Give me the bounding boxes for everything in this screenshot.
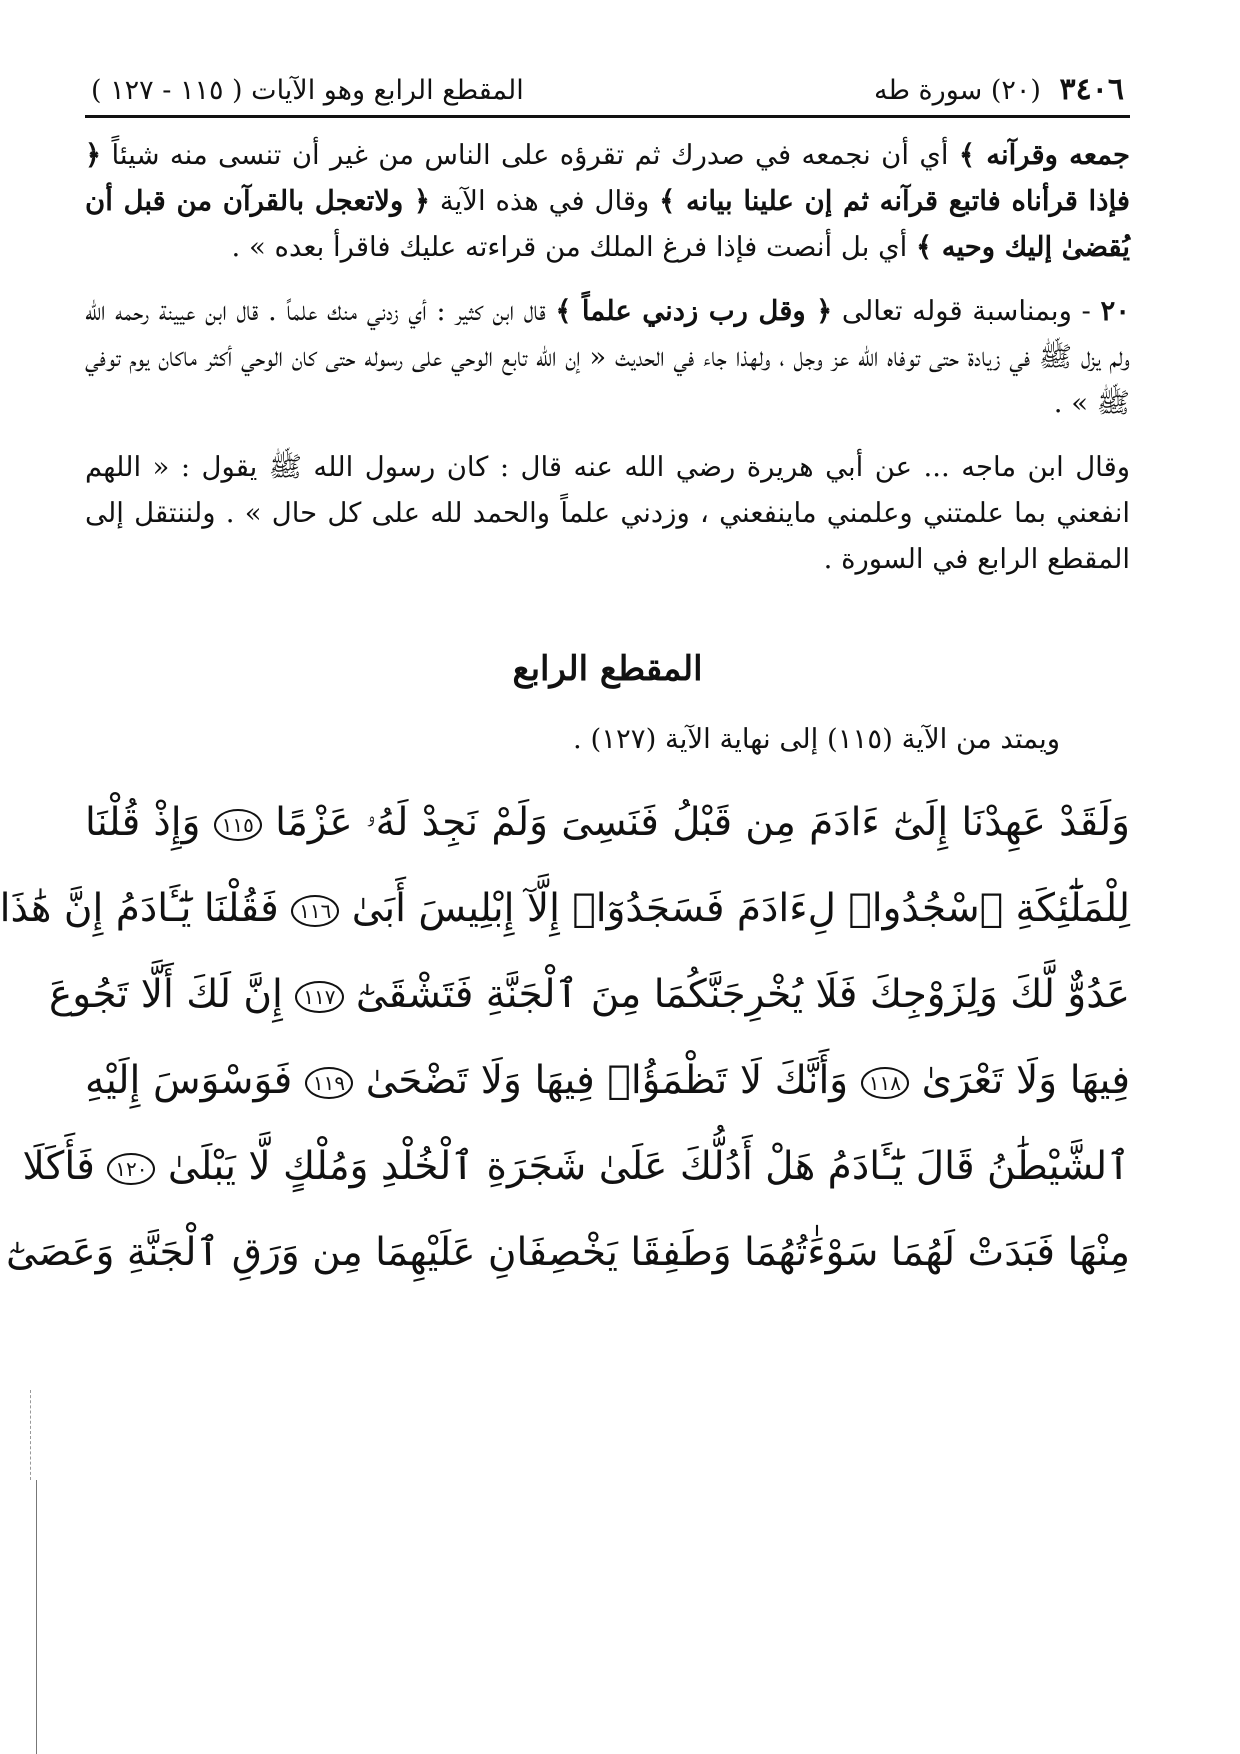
verse-text: فَأَكَلَا — [22, 1144, 108, 1189]
quoted-verse: ﴿ فإذا قرأناه فاتبع قرآنه ثم إن علينا بيانه ﴾ — [85, 139, 1130, 217]
paragraph-text: - وبمناسبة قوله تعالى — [832, 295, 1101, 327]
paragraph-text: وقال ابن ماجه ... عن أبي هريرة رضي الله عنه قال : كان رسول الله ﷺ يقول : « اللهم انفعني بما علمتني وعلمني ماينفعني ، وزدني علماً والحمد لله على كل حال » . ولننتقل إلى المقطع الرابع في السورة . — [85, 451, 1130, 575]
verse-text: وَأَنَّكَ لَا تَظْمَؤُا۟ فِيهَا وَلَا تَضْحَىٰ — [353, 1058, 861, 1103]
quoted-verse: ٢٠ — [1100, 295, 1130, 327]
quoted-verse: جمعه وقرآنه ﴾ — [958, 139, 1131, 171]
commentary-paragraph — [85, 288, 1130, 426]
commentary-paragraph — [85, 132, 1130, 270]
commentary-paragraph — [85, 444, 1130, 582]
surah-name: (٢٠) سورة طه — [873, 75, 1041, 106]
ayah-number-marker: ١١٨ — [861, 1067, 909, 1099]
quoted-verse: ﴿ وقل رب زدني علماً ﴾ — [555, 295, 833, 327]
paragraph-text: أي بل أنصت فإذا فرغ الملك من قراءته عليك فاقرأ بعده » . — [231, 231, 917, 263]
verse-line — [48, 952, 1130, 1038]
ayah-number-marker: ١١٧ — [295, 981, 343, 1013]
ayah-number-marker: ١١٥ — [214, 809, 262, 841]
verse-text: إِنَّ لَكَ أَلَّا تَجُوعَ — [48, 972, 296, 1017]
verse-text: عَدُوٌّ لَّكَ وَلِزَوْجِكَ فَلَا يُخْرِجَنَّكُمَا مِنَ ٱلْجَنَّةِ فَتَشْقَىٰٓ — [343, 972, 1130, 1017]
verse-line — [85, 780, 1130, 866]
paragraph-text: قال ابن كثير : أي زدني منك علماً . قال ابن عيينة رحمه الله ولم يزل ﷺ في زيادة حتى توفاه الله عز وجل ، ولهذا جاء في الحديث « إن الله تابع الوحي على رسوله حتى كان الوحي أكثر ماكان يوم توفي ﷺ » . — [85, 295, 1131, 419]
paragraph-text: وقال في هذه الآية — [430, 185, 660, 217]
verse-text: لِلْمَلَٰٓئِكَةِ ٱسْجُدُوا۟ لِءَادَمَ فَسَجَدُوٓا۟ إِلَّآ إِبْلِيسَ أَبَىٰ — [339, 886, 1130, 931]
verse-text: ٱلشَّيْطَٰنُ قَالَ يَٰٓـَٔادَمُ هَلْ أَدُلُّكَ عَلَىٰ شَجَرَةِ ٱلْخُلْدِ وَمُلْكٍ لَّا يَبْلَىٰ — [155, 1144, 1130, 1189]
verse-text: مِنْهَا فَبَدَتْ لَهُمَا سَوْءَٰتُهُمَا وَطَفِقَا يَخْصِفَانِ عَلَيْهِمَا مِن وَرَقِ ٱلْجَنَّةِ وَعَصَىٰٓ — [6, 1230, 1130, 1275]
section-intro: ويمتد من الآية (١١٥) إلى نهاية الآية (١٢٧) . — [573, 723, 1060, 755]
section-range: المقطع الرابع وهو الآيات ( ١١٥ - ١٢٧ ) — [91, 75, 524, 106]
quran-verses — [0, 780, 1130, 1296]
verse-line — [22, 1124, 1130, 1210]
running-head — [85, 70, 1130, 115]
verse-text: فَقُلْنَا يَٰٓـَٔادَمُ إِنَّ هَٰذَا — [0, 886, 292, 931]
margin-mark — [30, 1390, 32, 1480]
header-rule — [85, 115, 1130, 118]
verse-line — [0, 866, 1130, 952]
paragraph-text: أي أن نجمعه في صدرك ثم تقرؤه على الناس من غير أن تنسى منه شيئاً — [101, 139, 959, 171]
verse-text: وَلَقَدْ عَهِدْنَا إِلَىٰٓ ءَادَمَ مِن قَبْلُ فَنَسِىَ وَلَمْ نَجِدْ لَهُۥ عَزْمًا — [261, 800, 1130, 845]
page-header-right — [874, 70, 1124, 111]
verse-text: وَإِذْ قُلْنَا — [85, 800, 214, 845]
verse-text: فِيهَا وَلَا تَعْرَىٰ — [908, 1058, 1130, 1103]
quoted-verse: ﴿ ولاتعجل بالقرآن من قبل أن يُقضىٰ إليك وحيه ﴾ — [85, 185, 1130, 263]
ayah-number-marker: ١١٩ — [305, 1067, 353, 1099]
margin-rule — [36, 1480, 37, 1754]
ayah-number-marker: ١١٦ — [291, 895, 339, 927]
verse-line — [85, 1038, 1130, 1124]
page — [0, 70, 1131, 1720]
commentary — [85, 132, 1130, 582]
section-title: المقطع الرابع — [512, 649, 703, 689]
verse-text: فَوَسْوَسَ إِلَيْهِ — [85, 1058, 305, 1103]
verse-line — [6, 1210, 1130, 1296]
page-number: ٣٤٠٦ — [1059, 72, 1124, 107]
ayah-number-marker: ١٢٠ — [107, 1153, 155, 1185]
